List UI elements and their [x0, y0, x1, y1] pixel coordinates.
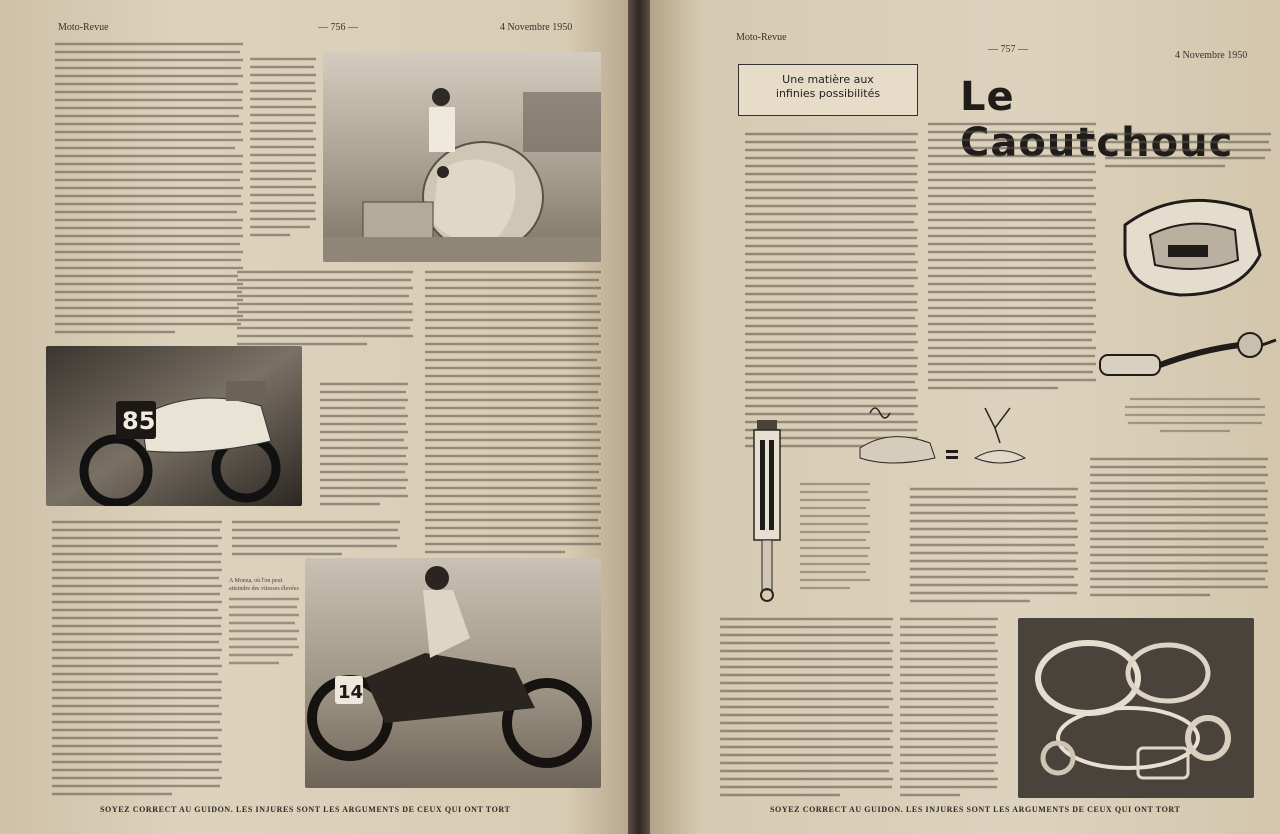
- left-text-column-4: [425, 268, 603, 558]
- text-lines: [229, 593, 301, 673]
- text-lines: [310, 380, 410, 515]
- right-text-column-4: [910, 485, 1080, 615]
- right-page-number: — 757 —: [988, 44, 1028, 55]
- right-header-date: 4 Novembre 1950: [1175, 50, 1248, 61]
- left-text-column-2: [250, 55, 318, 245]
- right-text-column-3: [1105, 130, 1273, 175]
- photo-motorcycle-14: [305, 558, 601, 788]
- text-lines: [1090, 455, 1270, 605]
- left-page: [0, 0, 628, 834]
- text-lines: [52, 518, 224, 800]
- left-text-column-3: [237, 268, 415, 348]
- text-lines: [1120, 395, 1270, 445]
- text-lines: [800, 480, 872, 600]
- left-header-date: 4 Novembre 1950: [500, 22, 573, 33]
- subtitle-line-2: infinies possibilités: [775, 87, 881, 100]
- left-text-column-7: [232, 518, 402, 558]
- text-lines: [232, 518, 402, 558]
- left-text-column-5: [310, 380, 410, 515]
- text-lines: [425, 268, 603, 558]
- illustration-handlebar-grip: [1090, 320, 1278, 390]
- bike-number: 14: [338, 682, 364, 703]
- left-footer-slogan: SOYEZ CORRECT AU GUIDON. LES INJURES SONT LES ARGUMENTS DE CEUX QUI ONT TORT: [100, 805, 511, 814]
- shock-absorber-caption: [800, 480, 872, 600]
- right-footer-slogan: SOYEZ CORRECT AU GUIDON. LES INJURES SONT LES ARGUMENTS DE CEUX QUI ONT TORT: [770, 805, 1181, 814]
- article-title: Le Caoutchouc: [960, 74, 1234, 166]
- binding-gutter: [628, 0, 650, 834]
- text-lines: [1105, 130, 1273, 175]
- text-lines: [250, 55, 318, 245]
- subtitle-line-1: Une matière aux: [782, 73, 874, 86]
- left-text-column-1: [55, 40, 245, 340]
- text-lines: [237, 268, 415, 348]
- text-lines: [720, 615, 895, 805]
- grip-caption: [1120, 395, 1270, 445]
- text-lines: [910, 485, 1080, 615]
- monza-caption: [229, 578, 301, 698]
- left-text-column-6: [52, 518, 224, 800]
- illustration-spring-equivalence: [850, 398, 1040, 473]
- photo-crashed-fairing: [323, 52, 601, 262]
- photo-rubber-gaskets: [1018, 618, 1254, 798]
- right-page: [650, 0, 1280, 834]
- illustration-shock-absorber: [742, 415, 792, 605]
- gaskets-caption: [905, 635, 1015, 755]
- photo-motorcycle-85: [46, 346, 302, 506]
- left-page-number: — 756 —: [318, 22, 358, 33]
- monza-caption-text: A Monza, où l'on peut atteindre des vitesses élevées: [229, 578, 299, 592]
- illustration-rubber-tank-cover: [1110, 185, 1270, 315]
- left-header-title: Moto-Revue: [58, 22, 109, 33]
- text-lines: [55, 40, 245, 340]
- right-text-column-5: [1090, 455, 1270, 605]
- plate-number: 85: [122, 407, 156, 435]
- right-text-column-6: [720, 615, 895, 805]
- text-lines: [928, 120, 1098, 400]
- subtitle-box: [738, 64, 918, 116]
- right-text-column-2: [928, 120, 1098, 400]
- right-header-title: Moto-Revue: [736, 32, 787, 43]
